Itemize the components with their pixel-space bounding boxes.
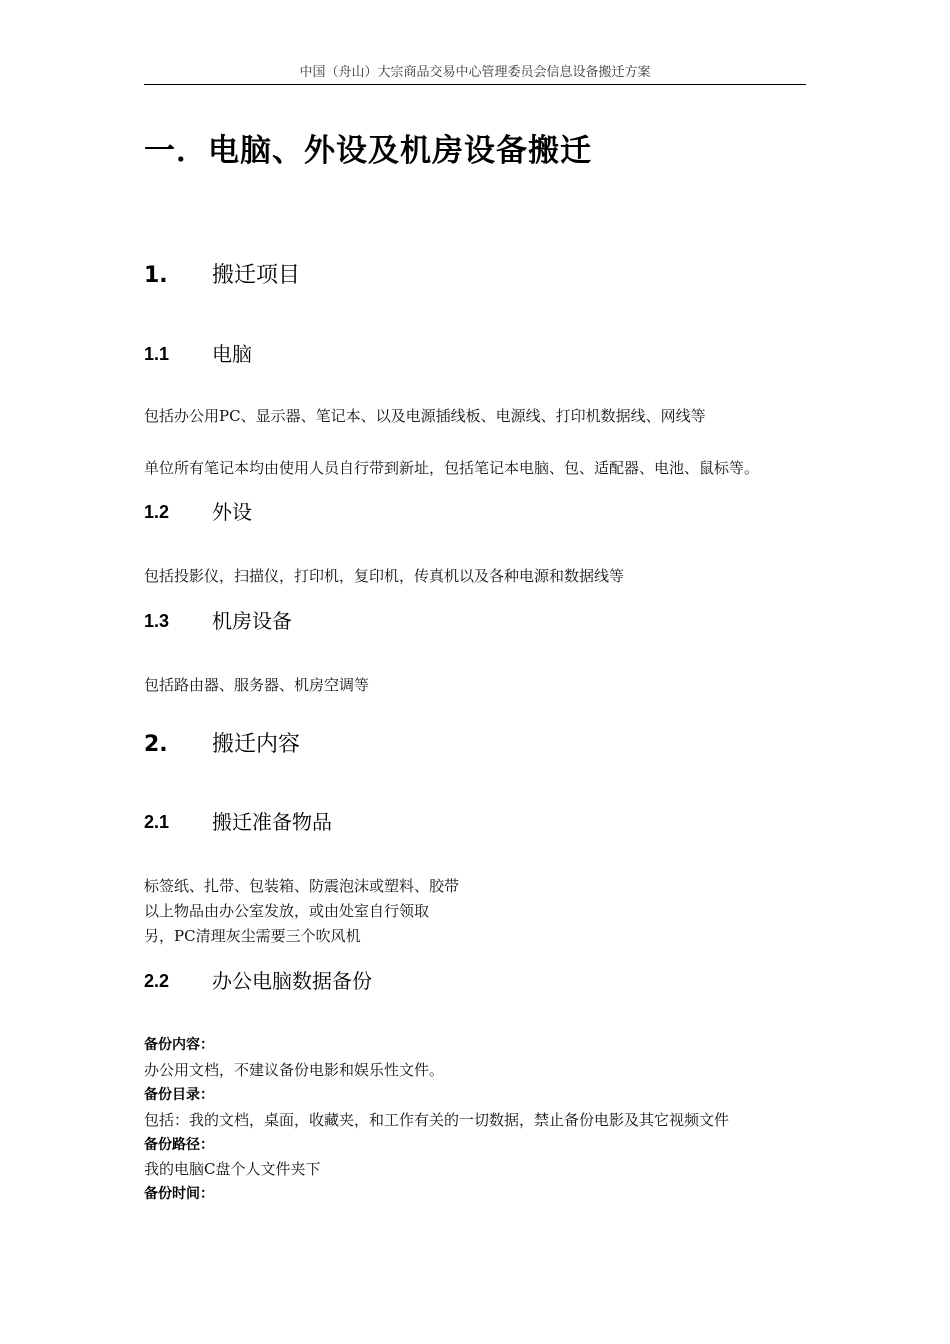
backup-directory-label: 备份目录： [144,1087,214,1103]
section-2-2-title: 办公电脑数据备份 [212,969,372,993]
backup-content-text: 办公用文档，不建议备份电影和娱乐性文件。 [144,1061,445,1079]
section-2-number: 2. [144,732,168,757]
section-2-1-title: 搬迁准备物品 [212,810,332,834]
section-1-1-number: 1.1 [144,344,170,364]
backup-path-label: 备份路径： [144,1137,214,1153]
section-1-3-number: 1.3 [144,611,170,631]
section-2-1-number: 2.1 [144,812,170,832]
section-1-number: 1. [144,263,168,288]
section-2-2-number: 2.2 [144,971,170,991]
paragraph-line: 另，PC清理灰尘需要三个吹风机 [144,927,361,945]
backup-path-text: 我的电脑C盘个人文件夹下 [144,1160,321,1178]
paragraph: 单位所有笔记本均由使用人员自行带到新址，包括笔记本电脑、包、适配器、电池、鼠标等。 [144,459,760,477]
section-1-3-title: 机房设备 [212,609,292,633]
chapter-title: 一．电脑、外设及机房设备搬迁 [144,133,592,169]
paragraph-line: 标签纸、扎带、包装箱、防震泡沫或塑料、胶带 [144,877,460,895]
paragraph: 包括路由器、服务器、机房空调等 [144,676,370,694]
section-1-1-title: 电脑 [212,342,252,366]
section-1-title: 搬迁项目 [212,263,301,288]
paragraph: 包括投影仪，扫描仪，打印机，复印机，传真机以及各种电源和数据线等 [144,567,625,585]
section-1-2-number: 1.2 [144,502,170,522]
paragraph-line: 以上物品由办公室发放，或由处室自行领取 [144,902,430,920]
section-2-title: 搬迁内容 [212,732,301,757]
backup-time-label: 备份时间： [144,1186,214,1202]
backup-directory-text: 包括：我的文档，桌面，收藏夹，和工作有关的一切数据，禁止备份电影及其它视频文件 [144,1111,730,1129]
backup-content-label: 备份内容： [144,1037,214,1053]
paragraph: 包括办公用PC、显示器、笔记本、以及电源插线板、电源线、打印机数据线、网线等 [144,407,706,425]
page-header: 中国（舟山）大宗商品交易中心管理委员会信息设备搬迁方案 [144,64,806,85]
section-1-2-title: 外设 [212,500,252,524]
